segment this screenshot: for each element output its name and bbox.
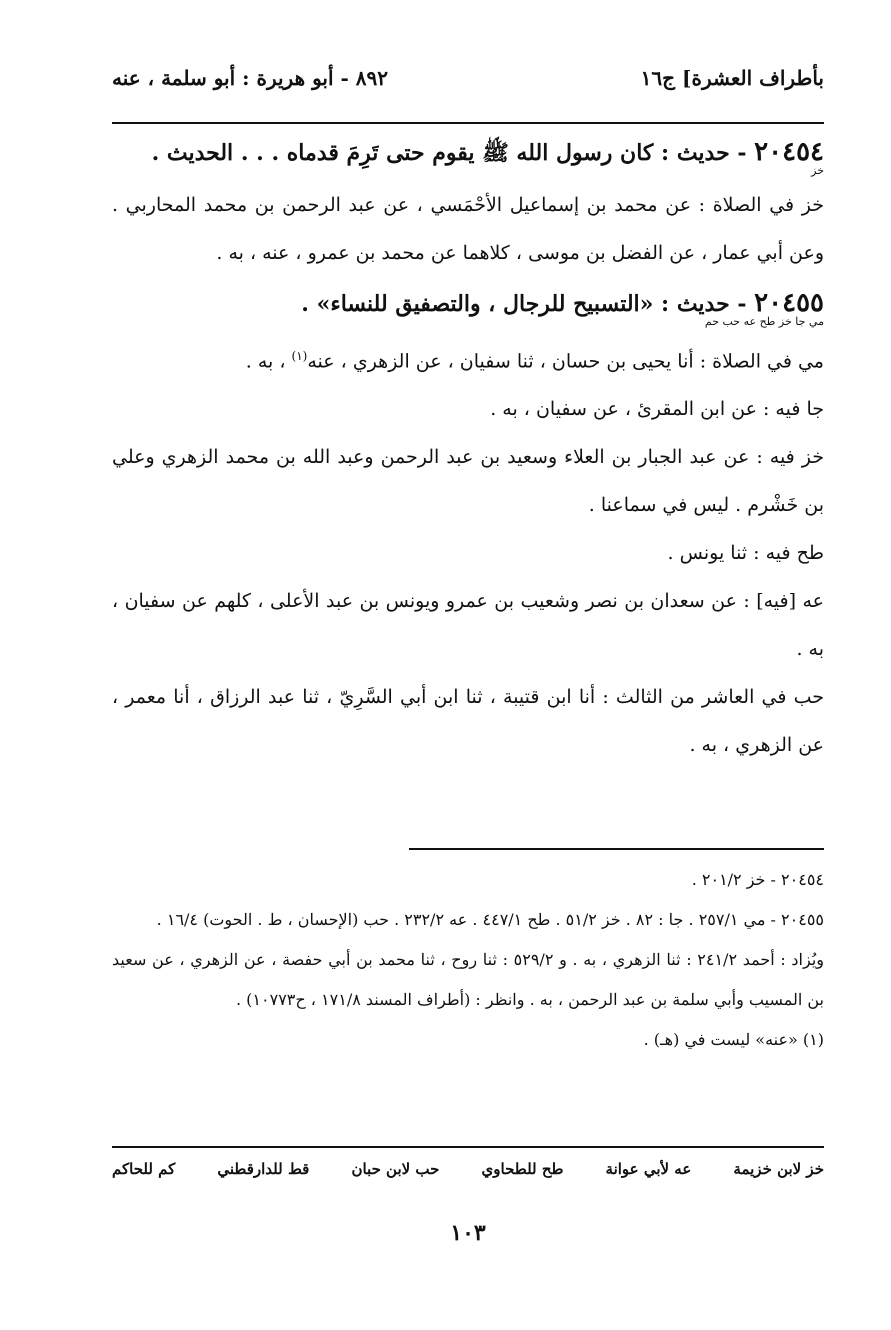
legend-item: خز لابن خزيمة	[733, 1160, 824, 1178]
hadith-sigla: مي جا خز طح عه حب حم	[704, 315, 824, 328]
chain-paragraph: طح فيه : ثنا يونس .	[667, 542, 824, 565]
legend-item: قط للدارقطني	[217, 1160, 310, 1178]
chain-paragraph: حب في العاشر من الثالث : أنا ابن قتيبة ، ثنا ابن أبي السَّرِيّ ، ثنا عبد الرزاق ، أنا معمر ، عن الزهري ، به .	[112, 686, 824, 757]
hadith-number: ٢٠٤٥٥	[754, 288, 824, 318]
footnote: ٢٠٤٥٥ - مي ٢٥٧/١ . جا : ٨٢ . خز ٥١/٢ . طح ٤٤٧/١ . عه ٢٣٢/٢ . حب (الإحسان ، ط . الحوت) ١٦/٤ .	[156, 910, 824, 929]
legend-item: عه لأبي عوانة	[605, 1160, 692, 1178]
header-section-title: ٨٩٢ - أبو هريرة : أبو سلمة ، عنه	[112, 66, 389, 90]
hadith-heading: - حديث : «التسبيح للرجال ، والتصفيق للنساء» .	[301, 291, 747, 317]
document-page	[112, 56, 824, 1306]
hadith-heading: - حديث : كان رسول الله ﷺ يقوم حتى تَرِمَ قدماه . . . الحديث .	[151, 140, 747, 166]
footnote-ref: (١)	[291, 349, 308, 363]
hadith-sigla: خز	[811, 164, 824, 177]
chain-text-end: ، به .	[245, 350, 286, 373]
chain-paragraph	[112, 332, 824, 385]
footnote: ٢٠٤٥٤ - خز ٢٠١/٢ .	[691, 870, 824, 889]
hadith-number: ٢٠٤٥٤	[754, 137, 824, 167]
footnote: (١) «عنه» ليست في (هـ) .	[643, 1030, 824, 1049]
chain-paragraph: خز في الصلاة : عن محمد بن إسماعيل الأحْمَسي ، عن عبد الرحمن بن محمد المحاربي . وعن أبي عمار ، عن الفضل بن موسى ، كلاهما عن محمد بن عمرو ، عنه ، به .	[112, 194, 824, 264]
hadith-title-20454	[112, 132, 824, 173]
running-header	[112, 56, 824, 100]
legend-item: حب لابن حبان	[351, 1160, 440, 1178]
main-text	[112, 132, 824, 769]
legend-item: كم للحاكم	[112, 1160, 176, 1178]
chain-paragraph: عه [فيه] : عن سعدان بن نصر وشعيب بن عمرو ويونس بن عبد الأعلى ، كلهم عن سفيان ، به .	[112, 590, 824, 661]
legend-rule	[112, 1146, 824, 1148]
chain-paragraph: خز فيه : عن عبد الجبار بن العلاء وسعيد بن عبد الرحمن وعبد الله بن محمد الزهري وعلي بن خَشْرم . ليس في سماعنا .	[112, 446, 824, 517]
legend-item: طح للطحاوي	[481, 1160, 564, 1178]
chain-text: مي في الصلاة : أنا يحيى بن حسان ، ثنا سفيان ، عن الزهري ، عنه	[307, 350, 824, 373]
footnote: ويُزاد : أحمد ٢٤١/٢ : ثنا الزهري ، به . و ٥٢٩/٢ : ثنا روح ، ثنا محمد بن أبي حفصة ، عن الزهري ، عن سعيد بن المسيب وأبي سلمة بن عبد الرحمن ، به . وانظر : (أطراف المسند ١٧١/٨ ، ح١٠٧٧٣) .	[112, 950, 824, 1009]
abbreviation-legend	[112, 1160, 824, 1178]
header-book-title: بأطراف العشرة] ج١٦	[640, 66, 824, 90]
footnotes	[112, 860, 824, 1060]
footnote-rule	[409, 848, 824, 850]
chain-paragraph: جا فيه : عن ابن المقرئ ، عن سفيان ، به .	[490, 398, 824, 421]
header-rule	[112, 122, 824, 124]
page-number: ١٠٣	[450, 1220, 486, 1246]
